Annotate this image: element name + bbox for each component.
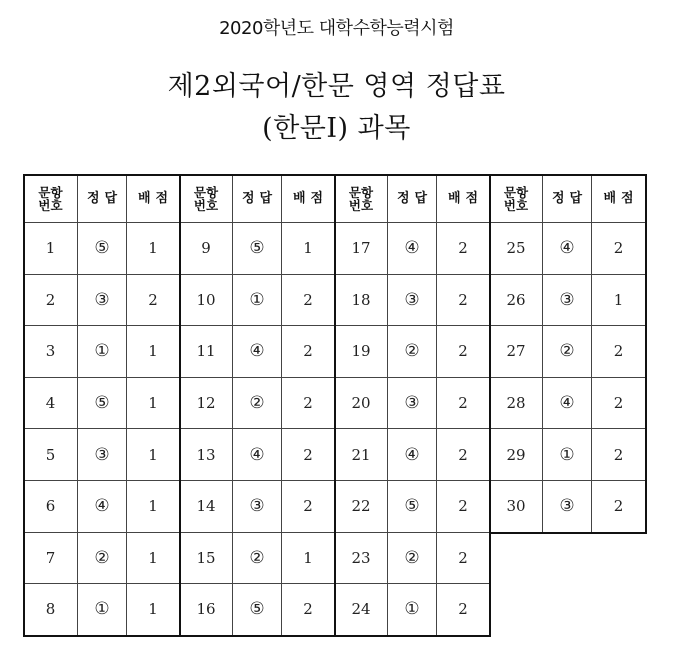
question-number-cell [335,429,388,481]
points-value: 2 [613,342,624,361]
points-value: 2 [303,497,313,516]
points-cell [127,429,180,481]
correct-answer: ⑤ [94,393,110,414]
answer-cell [543,481,592,533]
header-answer-label: 정답 [396,191,433,206]
question-number-cell [180,223,233,275]
question-number: 5 [45,445,56,464]
correct-answer: ④ [249,444,265,465]
points-cell [282,378,335,430]
answer-cell [388,223,437,275]
question-number: 30 [506,497,526,516]
header-answer-label: 정답 [551,191,588,206]
header-question-number [335,175,388,223]
correct-answer: ③ [559,496,575,517]
question-number-cell [335,275,388,327]
question-number-cell [24,326,78,378]
question-number: 2 [45,290,56,309]
points-cell [437,584,490,636]
correct-answer: ③ [404,289,420,310]
header-points-label: 배점 [292,191,329,206]
points-cell [592,326,646,378]
header-points-label: 배점 [603,191,639,206]
answer-cell [543,275,592,327]
header-answer [78,175,127,223]
correct-answer: ③ [94,289,110,310]
points-value: 2 [458,548,468,567]
points-cell [282,481,335,533]
question-number: 26 [506,290,526,309]
answer-cell [543,326,592,378]
points-cell [592,275,646,327]
correct-answer: ③ [559,289,575,310]
points-cell [437,326,490,378]
points-cell [282,429,335,481]
answer-cell [388,275,437,327]
points-cell [127,533,180,585]
answer-cell [233,275,282,327]
correct-answer: ② [559,341,575,362]
correct-answer: ① [404,599,420,620]
correct-answer: ④ [559,238,575,259]
question-number-cell [490,326,543,378]
header-points [437,175,490,223]
header-answer [233,175,282,223]
correct-answer: ② [249,547,265,568]
question-number-cell [24,378,78,430]
question-number: 4 [45,394,56,413]
answer-cell [78,275,127,327]
question-number-cell [24,533,78,585]
answer-cell [78,429,127,481]
answer-cell [233,378,282,430]
question-number-cell [24,429,78,481]
points-cell [282,584,335,636]
points-cell [437,429,490,481]
correct-answer: ③ [94,444,110,465]
points-cell [592,481,646,533]
points-cell [437,481,490,533]
points-cell [437,378,490,430]
points-cell [127,326,180,378]
correct-answer: ④ [404,444,420,465]
question-number-cell [335,223,388,275]
correct-answer: ② [404,341,420,362]
question-number: 9 [201,239,211,258]
points-value: 2 [303,394,313,413]
points-value: 2 [303,600,313,619]
correct-answer: ⑤ [94,238,110,259]
answer-cell [233,481,282,533]
points-value: 2 [613,239,624,258]
question-number: 20 [351,394,371,413]
answer-cell [543,223,592,275]
correct-answer: ⑤ [249,599,265,620]
points-cell [127,275,180,327]
question-number: 24 [351,600,371,619]
points-cell [127,481,180,533]
question-number: 10 [196,290,216,309]
correct-answer: ④ [249,341,265,362]
question-number: 16 [196,600,216,619]
subject-title: (한문Ⅰ) 과목 [262,113,411,144]
question-number-cell [490,429,543,481]
question-number: 1 [45,239,56,258]
question-number: 11 [196,342,216,361]
question-number-cell [180,275,233,327]
header-answer-label: 정답 [86,191,123,206]
question-number: 13 [196,445,216,464]
header-number-line2: 번호 [38,197,63,213]
header-points-label: 배점 [137,191,174,206]
question-number-cell [335,481,388,533]
header-number-line2: 번호 [193,197,219,213]
points-value: 1 [148,342,158,361]
question-number: 17 [351,239,371,258]
answer-cell [233,533,282,585]
points-value: 2 [458,290,468,309]
header-number-line1: 문항 [193,184,219,200]
question-number: 18 [351,290,371,309]
question-number: 28 [506,394,526,413]
points-value: 2 [613,445,624,464]
correct-answer: ② [94,547,110,568]
answer-cell [78,533,127,585]
points-value: 2 [303,342,313,361]
answer-cell [233,223,282,275]
question-number: 7 [45,548,56,567]
points-value: 2 [458,497,468,516]
header-question-number [490,175,543,223]
question-number: 14 [196,497,216,516]
points-cell [592,378,646,430]
points-cell [127,223,180,275]
question-number-cell [490,378,543,430]
question-number-cell [24,275,78,327]
points-cell [282,533,335,585]
question-number-cell [24,584,78,636]
header-number-line1: 문항 [503,184,529,200]
question-number-cell [490,481,543,533]
question-number: 15 [196,548,216,567]
correct-answer: ③ [404,393,420,414]
question-number: 6 [45,497,56,516]
answer-cell [78,326,127,378]
correct-answer: ① [94,599,110,620]
question-number: 22 [351,497,371,516]
points-value: 2 [613,497,624,516]
question-number: 23 [351,548,371,567]
points-value: 1 [148,497,158,516]
points-value: 2 [458,600,468,619]
points-value: 1 [148,445,158,464]
question-number: 3 [45,342,56,361]
correct-answer: ① [94,341,110,362]
question-number: 27 [506,342,526,361]
answer-cell [388,481,437,533]
points-value: 1 [303,548,313,567]
header-question-number [24,175,78,223]
points-value: 1 [148,548,158,567]
header-number-line2: 번호 [503,197,529,213]
points-value: 2 [458,342,468,361]
question-number-cell [180,326,233,378]
points-cell [282,326,335,378]
points-cell [437,275,490,327]
answer-cell [543,378,592,430]
correct-answer: ④ [94,496,110,517]
answer-cell [543,429,592,481]
answer-cell [388,584,437,636]
header-number-line1: 문항 [38,184,63,200]
correct-answer: ④ [404,238,420,259]
points-value: 1 [303,239,313,258]
points-cell [592,429,646,481]
correct-answer: ① [559,444,575,465]
points-cell [282,223,335,275]
points-value: 2 [458,394,468,413]
points-value: 1 [148,394,158,413]
points-cell [592,223,646,275]
correct-answer: ⑤ [249,238,265,259]
header-number-line1: 문항 [348,184,374,200]
correct-answer: ① [249,289,265,310]
answer-cell [78,223,127,275]
answer-cell [388,533,437,585]
header-answer [543,175,592,223]
points-value: 2 [148,290,158,309]
answer-cell [78,378,127,430]
points-cell [127,584,180,636]
correct-answer: ③ [249,496,265,517]
question-number-cell [335,584,388,636]
exam-subtitle: 2020학년도 대학수학능력시험 [219,18,454,39]
question-number-cell [180,429,233,481]
answer-cell [388,429,437,481]
answer-cell [78,584,127,636]
header-points [127,175,180,223]
question-number-cell [180,584,233,636]
question-number-cell [490,223,543,275]
question-number-cell [335,533,388,585]
points-value: 2 [303,445,313,464]
answer-cell [388,378,437,430]
question-number-cell [24,481,78,533]
answer-cell [233,584,282,636]
page-title: 제2외국어/한문 영역 정답표 [167,71,506,102]
header-points-label: 배점 [447,191,484,206]
points-cell [127,378,180,430]
answer-cell [78,481,127,533]
question-number-cell [335,326,388,378]
question-number: 29 [506,445,526,464]
answer-cell [233,429,282,481]
question-number: 8 [45,600,56,619]
question-number-cell [180,533,233,585]
question-number: 12 [196,394,216,413]
answer-cell [233,326,282,378]
header-points [282,175,335,223]
header-question-number [180,175,233,223]
question-number-cell [490,275,543,327]
correct-answer: ⑤ [404,496,420,517]
question-number-cell [180,481,233,533]
points-value: 2 [458,445,468,464]
points-value: 1 [148,600,158,619]
question-number: 19 [351,342,371,361]
question-number: 25 [506,239,526,258]
points-cell [437,533,490,585]
question-number: 21 [351,445,371,464]
correct-answer: ② [404,547,420,568]
question-number-cell [24,223,78,275]
points-value: 1 [148,239,158,258]
header-answer-label: 정답 [241,191,278,206]
correct-answer: ④ [559,393,575,414]
header-answer [388,175,437,223]
points-value: 2 [458,239,468,258]
question-number-cell [335,378,388,430]
points-value: 2 [613,394,624,413]
header-points [592,175,646,223]
points-cell [437,223,490,275]
answer-cell [388,326,437,378]
correct-answer: ② [249,393,265,414]
points-value: 1 [613,290,624,309]
points-value: 2 [303,290,313,309]
header-number-line2: 번호 [348,197,374,213]
points-cell [282,275,335,327]
question-number-cell [180,378,233,430]
